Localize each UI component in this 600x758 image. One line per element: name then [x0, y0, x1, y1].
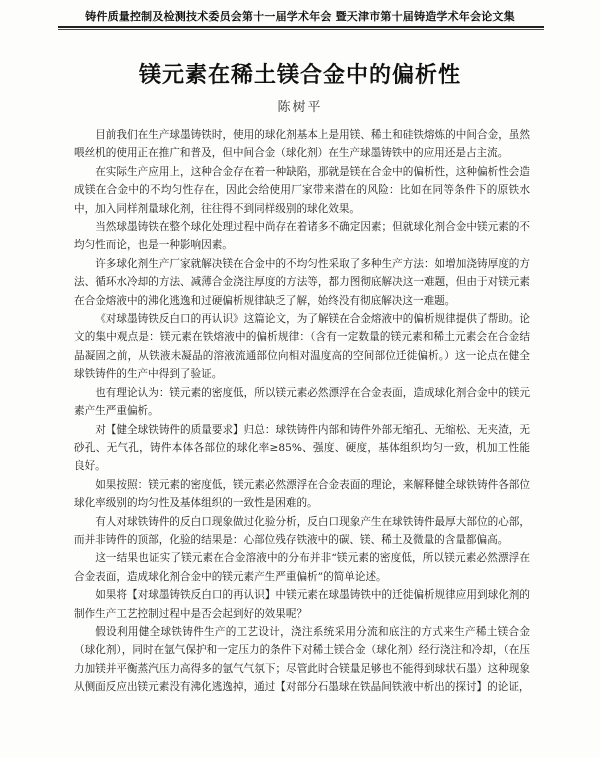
article-body — [74, 126, 530, 697]
header-rule-thin — [58, 29, 544, 30]
paragraph: 这一结果也证实了镁元素在合金溶液中的分布并非“镁元素的密度低，所以镁元素必然漂浮在合金表面，造成球化剂合金中的镁元素产生严重偏析”的简单论述。 — [74, 552, 530, 583]
paragraph: 有人对球铁铸件的反白口现象做过化验分析，反白口现象产生在球铁铸件最厚大部位的心部，而并非铸件的顶部，化验的结果是：心部位残存铁液中的碳、镁、稀土及微量的含量都偏高。 — [74, 515, 530, 546]
paragraph: 在实际生产应用上，这种合金存在着一种缺陷，那就是镁在合金中的偏析性，这种偏析性会造成镁在合金中的不均匀性存在，因此会给使用厂家带来潜在的风险：比如在同等条件下的原铁水中，加入同样剂量球化剂，往往得不到同样级别的球化效果。 — [74, 165, 530, 215]
author-name: 陈树平 — [277, 100, 323, 115]
article-title: 镁元素在稀土镁合金中的偏析性 — [138, 62, 461, 88]
paragraph: 当然球墨铸铁在整个球化处理过程中尚存在着诸多不确定因素；但就球化剂合金中镁元素的不均匀性而论，也是一种影响因素。 — [74, 221, 530, 252]
paragraph: 假设利用健全球铁铸件生产的工艺设计，浇注系统采用分流和底注的方式来生产稀土镁合金（球化剂），同时在氩气保护和一定压力的条件下对稀土镁合金（球化剂）经行浇注和冷却，（在压力加镁并平衡蒸汽压力高得多的氩气气氛下；尽管此时合镁量足够也不能得到球状石墨）这种现象从侧面反应出镁元素没有沸化逃逸掉，通过【对部分石墨球在铁晶间铁液中析出的探讨】的论证， — [74, 625, 530, 694]
header-rule — [58, 26, 544, 28]
paragraph: 目前我们在生产球墨铸铁时，使用的球化剂基本上是用镁、稀土和硅铁熔炼的中间合金，虽然喂丝机的使用正在推广和普及，但中间合金（球化剂）在生产球墨铸铁中的应用还是占主流。 — [74, 129, 530, 160]
paragraph: 如果按照：镁元素的密度低，镁元素必然漂浮在合金表面的理论，来解释健全球铁铸件各部位球化率级别的均匀性及基体组织的一致性是困难的。 — [74, 478, 530, 510]
paragraph: 如果将【对球墨铸铁反白口的再认识】中镁元素在球墨铸铁中的迁徙偏析规律应用到球化剂的制作生产工艺控制过程中是否会起到好的效果呢？ — [74, 589, 530, 620]
paragraph: 对【健全球铁铸件的质量要求】归总：球铁铸件内部和铸件外部无缩孔、无缩松、无夹渣，无砂孔、无气孔，铸件本体各部位的球化率≥85%、强度、硬度，基体组织均匀一致，机加工性能良好。 — [74, 423, 530, 473]
running-header: 铸件质量控制及检测技术委员会第十一届学术年会 暨天津市第十届铸造学术年会论文集 — [85, 10, 515, 23]
paragraph: 《对球墨铸铁反白口的再认识》这篇论文，为了解镁在合金熔液中的偏析规律提供了帮助。论文的集中观点是：镁元素在铁熔液中的偏析规律：（含有一定数量的镁元素和稀土元素会在合金结晶凝固之前，从铁液未凝晶的溶液流通部位向相对温度高的空间部位迁徙偏析。）这一论点在健全球铁铸件的生产中得到了验证。 — [74, 313, 530, 381]
paragraph: 也有理论认为：镁元素的密度低，所以镁元素必然漂浮在合金表面，造成球化剂合金中的镁元素产生严重偏析。 — [74, 386, 530, 418]
paragraph: 许多球化剂生产厂家就解决镁在合金中的不均匀性采取了多种生产方法：如增加浇铸厚度的方法、循环水冷却的方法、减薄合金浇注厚度的方法等，都力图彻底解决这一难题，但由于对镁元素在合金熔液中的沸化逃逸和过硬偏析规律缺乏了解，始终没有彻底解决这一难题。 — [74, 257, 530, 307]
